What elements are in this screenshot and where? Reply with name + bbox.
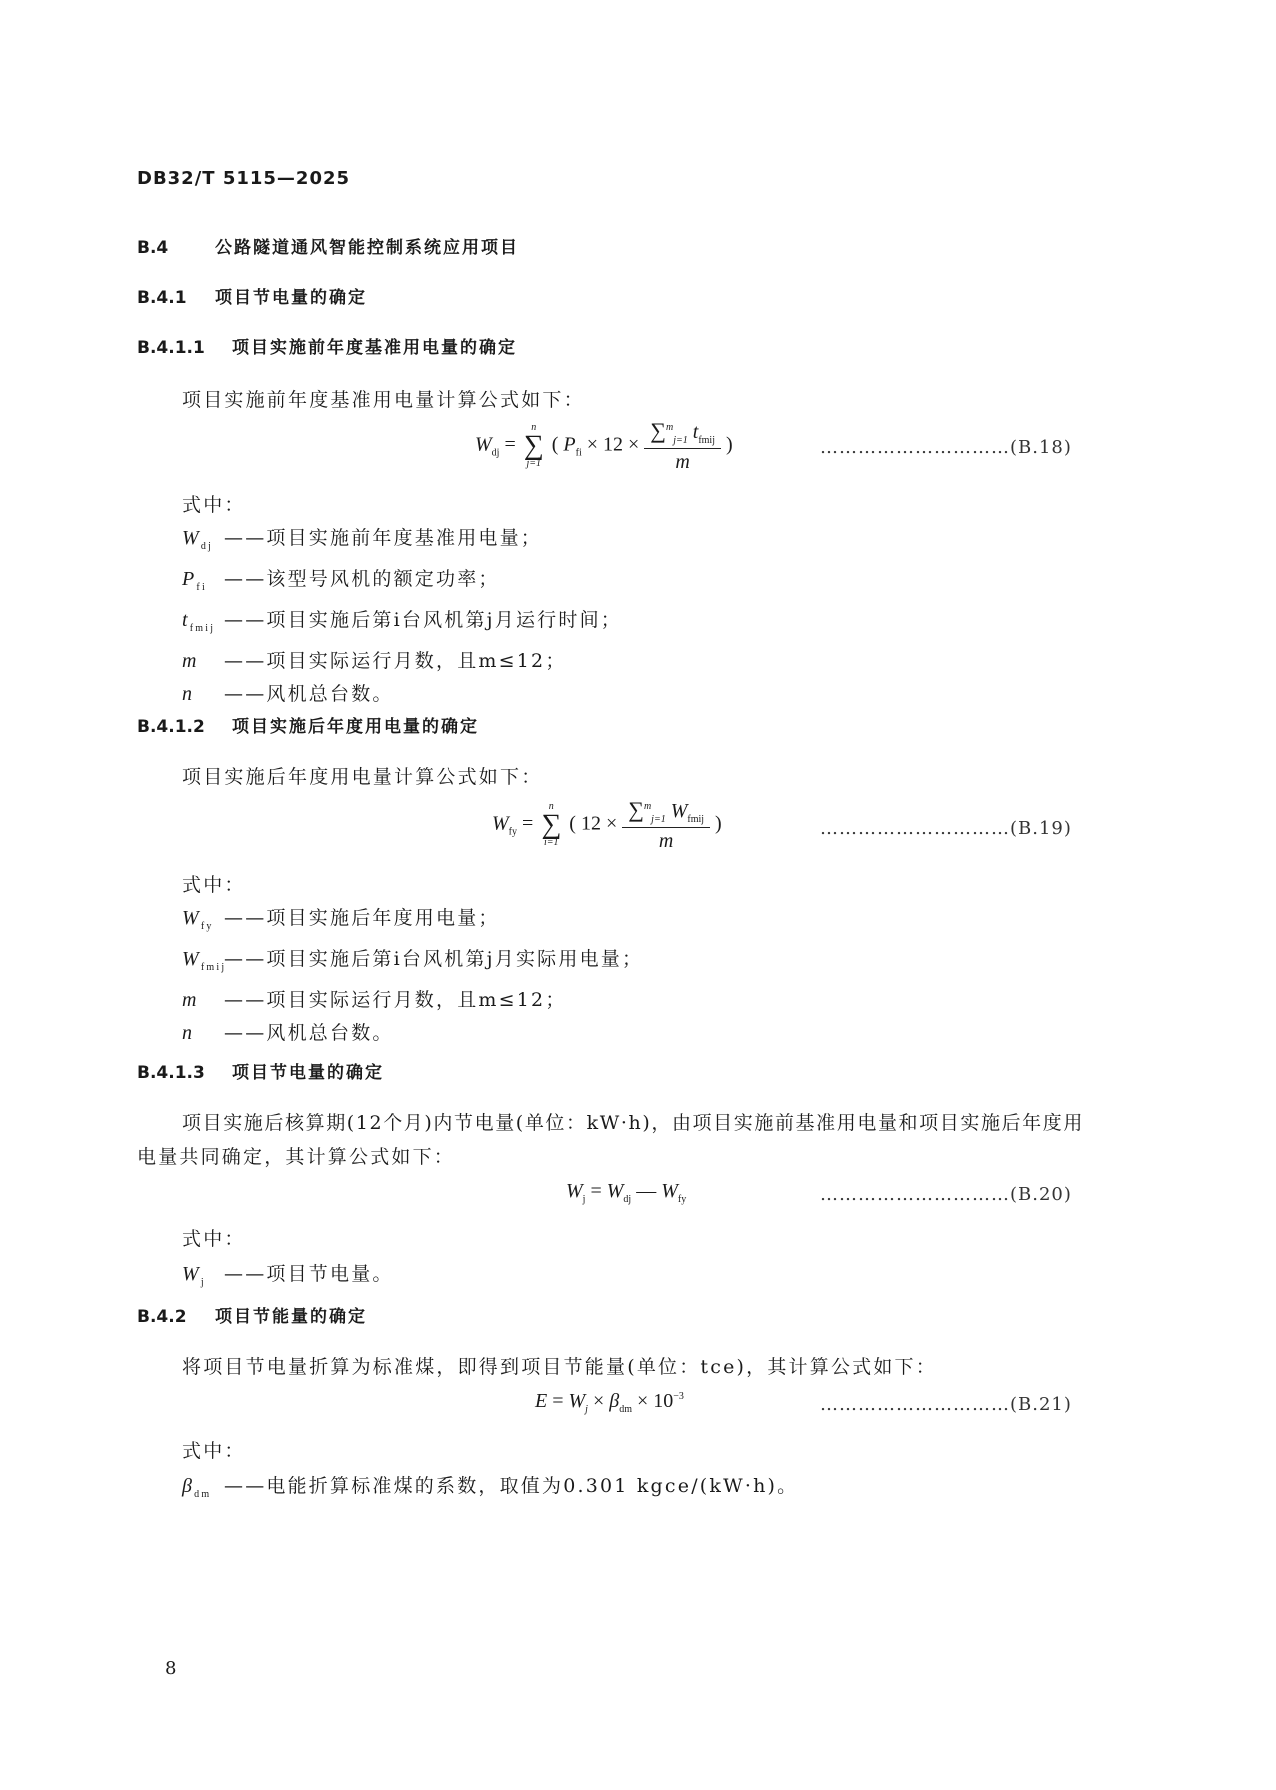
eq-var: W	[568, 1390, 586, 1412]
section-number: B.4.1.1	[137, 338, 205, 358]
equation-number: (B.19)	[1010, 818, 1072, 839]
definition-text: ——项目实施后第i台风机第j月运行时间；	[224, 609, 622, 631]
sum-upper: m	[643, 801, 652, 812]
definition-symbol: $\beta_{dm}$	[182, 1475, 212, 1500]
sum-upper: n	[531, 422, 537, 433]
definition-text: ——电能折算标准煤的系数，取值为0.301 kgce/(kW·h)。	[224, 1475, 799, 1497]
section-b413	[137, 1058, 384, 1083]
section-title: 项目节电量的确定	[215, 288, 367, 308]
where-label: 式中：	[182, 874, 246, 896]
definition-symbol: $t_{fmij}$	[182, 609, 216, 634]
definition-symbol: $P_{fi}$	[182, 568, 207, 593]
dot-leader: …………………………	[820, 437, 1010, 458]
section-title: 项目节能量的确定	[215, 1307, 367, 1327]
dot-leader: …………………………	[820, 1394, 1010, 1415]
equation-b21: $E = W_j \times \beta_{dm} \times 10^{-3}$	[535, 1390, 684, 1415]
section-number: B.4.1.3	[137, 1063, 205, 1083]
eq-var: W	[492, 812, 509, 835]
section-b42	[137, 1302, 367, 1327]
definition-text: ——风机总台数。	[224, 1022, 394, 1044]
definition-item	[182, 943, 643, 984]
definition-list-b18	[182, 522, 622, 711]
leader-b20	[820, 1184, 1072, 1205]
definition-symbol: $W_{fy}$	[182, 907, 214, 932]
where-label: 式中：	[182, 1440, 246, 1462]
definition-item	[182, 645, 622, 678]
definition-item	[182, 902, 643, 943]
dot-leader: …………………………	[820, 818, 1010, 839]
eq-const: 12	[603, 433, 624, 456]
leader-b18	[820, 437, 1072, 458]
definition-item	[182, 984, 643, 1017]
eq-var: P	[563, 433, 576, 456]
equation-b19: $W_{fy}$ = n ∑ i=1 ( 12 × $\frac{\sum^m_{j=1} W_{fmij}}{m}$ )	[492, 797, 722, 852]
eq-sub: dm	[619, 1404, 632, 1415]
equation-b20: $W_j = W_{dj}$ — $W_{fy}$	[566, 1180, 687, 1205]
eq-sub: fy	[677, 1194, 687, 1205]
eq-var: W	[606, 1180, 624, 1202]
definition-text: ——项目节电量。	[224, 1263, 394, 1285]
sum-lower: j=1	[673, 435, 688, 446]
eq-var: E	[535, 1390, 548, 1412]
definition-text: ——项目实施前年度基准用电量；	[224, 527, 543, 549]
definition-symbol: m	[182, 650, 199, 672]
definition-symbol-sub: fi	[196, 582, 207, 593]
definition-text: ——项目实施后第i台风机第j月实际用电量；	[224, 948, 644, 970]
section-title: 项目实施前年度基准用电量的确定	[232, 338, 517, 358]
leader-b21	[820, 1394, 1072, 1415]
sum-upper: m	[665, 422, 674, 433]
definition-symbol-sub: fy	[200, 921, 214, 932]
dot-leader: …………………………	[820, 1184, 1010, 1205]
definition-symbol-sub: fmij	[200, 962, 227, 973]
section-title: 项目节电量的确定	[232, 1063, 384, 1083]
definition-symbol-sub: j	[200, 1277, 206, 1288]
definition-item	[182, 604, 622, 645]
section-number: B.4.1.2	[137, 717, 205, 737]
sum-lower: i=1	[544, 837, 559, 848]
definition-symbol: n	[182, 1022, 195, 1044]
eq-sub: j	[585, 1404, 588, 1415]
section-b411	[137, 333, 517, 358]
fraction: $\frac{\sum^m_{j=1} t_{fmij}}{m}$	[644, 418, 721, 474]
section-title: 项目实施后年度用电量的确定	[232, 717, 479, 737]
section-title: 公路隧道通风智能控制系统应用项目	[215, 238, 519, 258]
eq-exponent: −3	[673, 1391, 684, 1402]
section-number: B.4.2	[137, 1307, 187, 1327]
eq-const: 10	[653, 1390, 674, 1412]
eq-const: 12	[580, 812, 601, 835]
definition-item	[182, 1258, 394, 1299]
eq-sub: fmij	[687, 814, 705, 825]
eq-var: m	[658, 830, 674, 852]
section-b4	[137, 233, 519, 258]
equation-b18: $W_{dj}$ = n ∑ j=1 ( $P_{fi} \times 12$ × $\frac{\sum^m_{j=1} t_{fmij}}{m}$ )	[475, 418, 733, 473]
equation-number: (B.21)	[1010, 1394, 1072, 1415]
definition-text: ——项目实际运行月数，且m≤12；	[224, 650, 567, 672]
paragraph: 将项目节电量折算为标准煤，即得到项目节能量(单位：tce)，其计算公式如下：	[182, 1356, 937, 1378]
definition-item	[182, 563, 622, 604]
definition-list-b21	[182, 1470, 798, 1511]
leader-b19	[820, 818, 1072, 839]
definition-symbol: $W_{fmij}$	[182, 948, 227, 973]
definition-item	[182, 522, 622, 563]
definition-symbol-sub: dm	[194, 1489, 212, 1500]
definition-text: ——风机总台数。	[224, 683, 394, 705]
paragraph: 项目实施后核算期(12个月)内节电量(单位：kW·h)，由项目实施前基准用电量和项目实施后年度用	[182, 1112, 1084, 1134]
definition-text: ——该型号风机的额定功率；	[224, 568, 500, 590]
fraction: $\frac{\sum^m_{j=1} W_{fmij}}{m}$	[622, 797, 710, 853]
eq-sub: fi	[575, 447, 582, 459]
paragraph: 项目实施后年度用电量计算公式如下：	[182, 766, 543, 788]
sum-upper: n	[548, 801, 554, 812]
definition-item	[182, 1470, 798, 1511]
section-number: B.4.1	[137, 288, 187, 308]
eq-sub: dj	[623, 1194, 632, 1205]
document-header: DB32/T 5115—2025	[137, 168, 351, 189]
definition-symbol-sub: dj	[200, 541, 214, 552]
eq-var: m	[675, 451, 690, 473]
definition-text: ——项目实施后年度用电量；	[224, 907, 500, 929]
section-number: B.4	[137, 238, 169, 258]
where-label: 式中：	[182, 1228, 246, 1250]
section-b412	[137, 712, 479, 737]
eq-sub: fy	[508, 826, 518, 838]
definition-list-b20	[182, 1258, 394, 1299]
definition-symbol: $W_{dj}$	[182, 527, 214, 552]
sum-lower: j=1	[651, 814, 666, 825]
eq-var: W	[661, 1180, 678, 1202]
paragraph: 电量共同确定，其计算公式如下：	[137, 1146, 456, 1168]
paragraph: 项目实施前年度基准用电量计算公式如下：	[182, 389, 585, 411]
eq-var: t	[692, 421, 699, 443]
sum-lower: j=1	[526, 458, 541, 469]
definition-list-b19	[182, 902, 643, 1050]
definition-symbol-sub: fmij	[189, 623, 216, 634]
where-label: 式中：	[182, 494, 246, 516]
definition-item	[182, 678, 622, 711]
eq-sub: fmij	[698, 435, 715, 446]
definition-text: ——项目实际运行月数，且m≤12；	[224, 989, 567, 1011]
equation-number: (B.20)	[1010, 1184, 1072, 1205]
sum-symbol: n ∑ i=1	[538, 802, 564, 848]
definition-item	[182, 1017, 643, 1050]
definition-symbol: n	[182, 683, 195, 705]
definition-symbol: $W_j$	[182, 1263, 206, 1288]
eq-var: W	[475, 433, 492, 456]
section-b41	[137, 283, 367, 308]
definition-symbol: m	[182, 989, 199, 1011]
eq-var: W	[566, 1180, 583, 1202]
page-number: 8	[165, 1658, 177, 1679]
eq-var: β	[609, 1390, 620, 1412]
eq-sub: dj	[491, 447, 500, 459]
eq-var: W	[670, 800, 688, 822]
equation-number: (B.18)	[1010, 437, 1072, 458]
eq-sub: j	[582, 1194, 586, 1205]
sum-symbol: n ∑ j=1	[521, 423, 547, 469]
